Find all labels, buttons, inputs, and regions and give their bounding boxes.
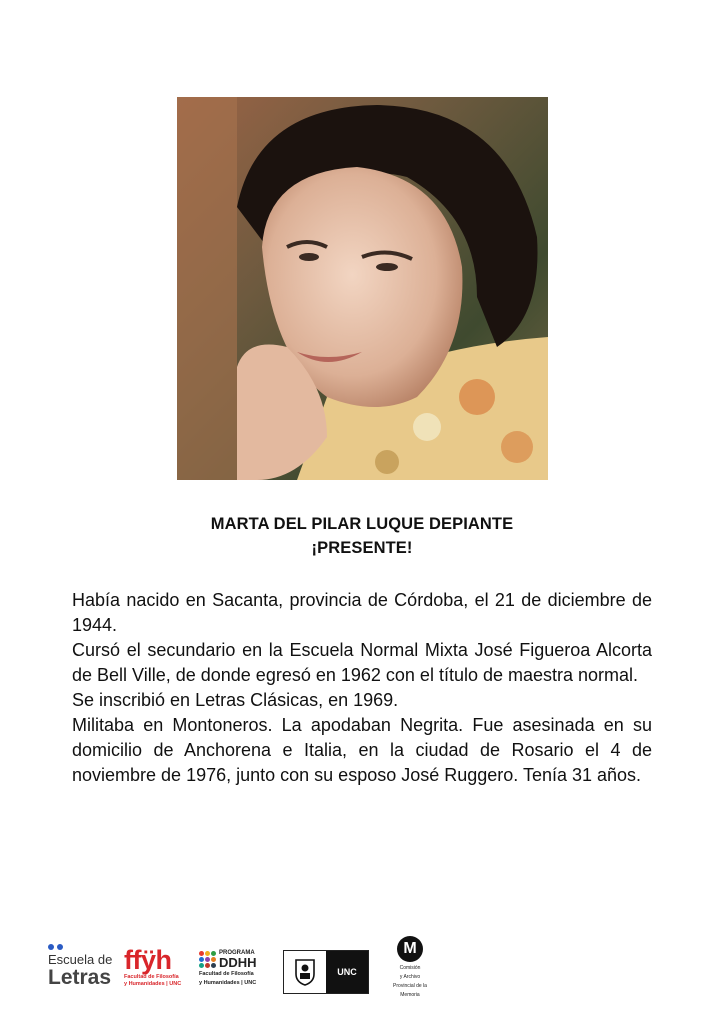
ffyh-logo [124,946,190,987]
ddhh-dots-icon [199,951,216,968]
footer-logos [44,934,464,1000]
ddhh-caption: y Humanidades | UNC [199,979,257,986]
ddhh-mark: DDHH [219,955,257,970]
unc-shield-icon [284,951,326,993]
ddhh-caption: Facultad de Filosofía [199,971,254,977]
ddhh-logo [199,950,279,986]
bio-paragraph: Había nacido en Sacanta, provincia de Córdoba, el 21 de diciembre de 1944. [72,590,652,635]
biography [72,588,652,788]
ffyh-caption: y Humanidades | UNC [124,980,182,987]
presente-heading: ¡PRESENTE! [311,539,413,557]
escuela-letras-logo [48,944,118,989]
ddhh-programa: PROGRAMA [219,950,255,956]
title-block [0,512,724,560]
unc-logo [283,950,369,994]
memoria-caption: Comisión [399,965,421,971]
memoria-caption: Provincial de la [393,983,427,989]
letras-logo-line2: Letras [48,966,112,989]
portrait-photo [177,97,548,480]
person-name: MARTA DEL PILAR LUQUE DEPIANTE [210,515,514,533]
memoria-caption: Memoria [400,992,420,998]
bio-paragraph: Militaba en Montoneros. La apodaban Negrita. Fue asesinada en su domicilio de Anchorena e Italia, en la ciudad de Rosario el 4 de noviembre de 1976, junto con su esposo José Ruggero. Tenía 31 años. [72,715,652,785]
letras-dots-icon [48,944,118,950]
memoria-caption: y Archivo [399,974,421,980]
bio-paragraph: Se inscribió en Letras Clásicas, en 1969. [72,690,399,710]
ffyh-caption: Facultad de Filosofía [124,974,179,980]
ffyh-mark: ffÿh [124,945,172,975]
portrait-illustration [177,97,548,480]
unc-text: UNC [326,951,368,993]
bio-paragraph: Cursó el secundario en la Escuela Normal Mixta José Figueroa Alcorta de Bell Ville, de donde egresó en 1962 con el título de maestra normal. [72,640,652,685]
memoria-logo [390,936,430,998]
letras-logo-line1: Escuela de [48,952,113,967]
memoria-mark-icon: M [397,936,423,962]
